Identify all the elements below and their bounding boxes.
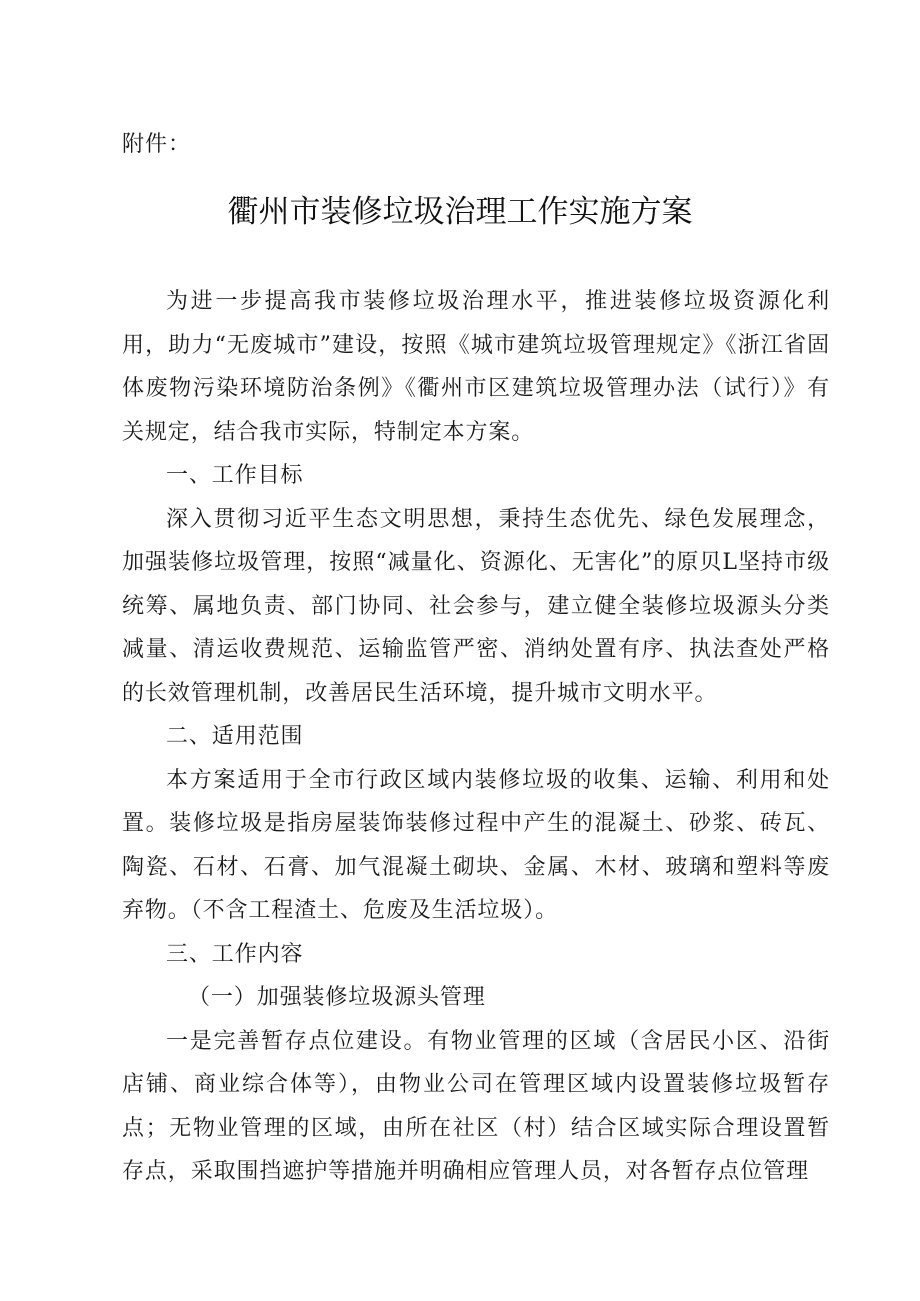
intro-paragraph: 为进一步提高我市装修垃圾治理水平，推进装修垃圾资源化利用，助力“无废城市”建设，按照《城市建筑垃圾管理规定》《浙江省固体废物污染环境防治条例》《衢州市区建筑垃圾管理办法（试行）》有关规定，结合我市实际，特制定本方案。	[122, 289, 830, 445]
goals-paragraph: 深入贯彻习近平生态文明思想，秉持生态优先、绿色发展理念，加强装修垃圾管理，按照“减量化、资源化、无害化”的原贝L坚持市级统筹、属地负责、部门协同、社会参与，建立健全装修垃圾源头分类减量、清运收费规范、运输监管严密、消纳处置有序、执法查处严格的长效管理机制，改善居民生活环境，提升城市文明水平。	[122, 506, 830, 706]
scope-paragraph: 本方案适用于全市行政区域内装修垃圾的收集、运输、利用和处置。装修垃圾是指房屋装饰装修过程中产生的混凝土、砂浆、砖瓦、陶瓷、石材、石膏、加气混凝土砌块、金属、木材、玻璃和塑料等废弃物。（不含工程渣土、危废及生活垃圾）。	[122, 767, 830, 923]
subsection-heading-source-management: （一）加强装修垃圾源头管理	[188, 985, 486, 1010]
section-heading-goals: 一、工作目标	[166, 463, 304, 488]
document-body	[122, 280, 830, 1194]
document-title: 衢州市装修垃圾治理工作实施方案	[227, 194, 693, 230]
section-heading-scope: 二、适用范围	[166, 724, 304, 749]
source-management-paragraph: 一是完善暂存点位建设。有物业管理的区域（含居民小区、沿街店铺、商业综合体等），由物业公司在管理区域内设置装修垃圾暂存点；无物业管理的区域，由所在社区（村）结合区域实际合理设置暂存点，采取围挡遮护等措施并明确相应管理人员，对各暂存点位管理	[122, 1028, 830, 1184]
attachment-label: 附件：	[122, 132, 192, 157]
section-heading-content: 三、工作内容	[166, 941, 304, 967]
